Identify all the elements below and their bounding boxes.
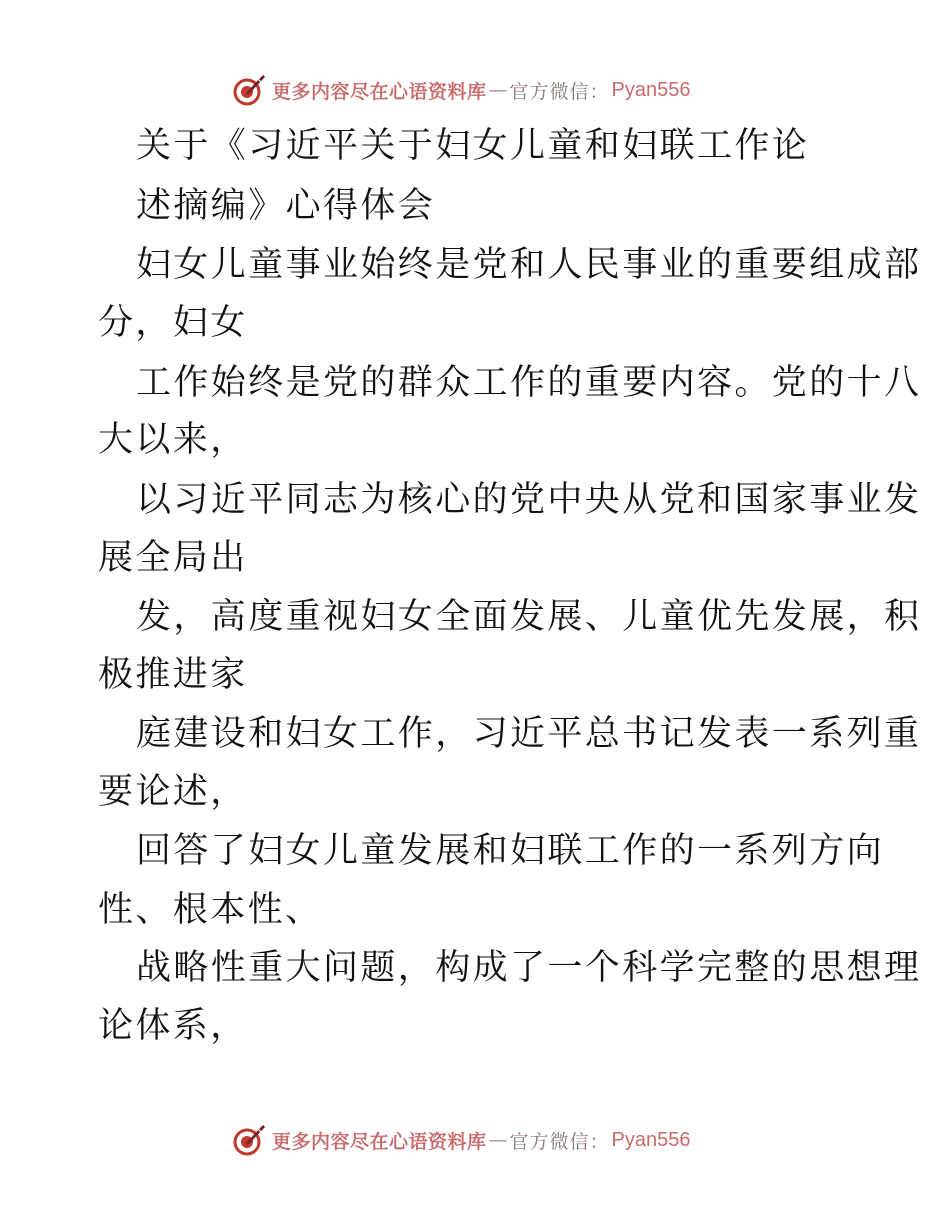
document-title-line-2: 述摘编》心得体会 (136, 186, 436, 226)
watermark-wechat-id: Pyan556 (611, 78, 691, 101)
watermark-main-text: 更多内容尽在心语资料库 (272, 1130, 487, 1153)
watermark-wechat-label: 官方微信： (509, 80, 610, 103)
body-line: 论体系， (98, 1006, 248, 1046)
body-line: 性、根本性、 (98, 890, 323, 930)
watermark-wechat-id: Pyan556 (611, 1128, 691, 1151)
quill-seal-icon (232, 73, 266, 107)
watermark-dash: — (488, 1129, 508, 1151)
watermark-dash: — (488, 79, 508, 101)
body-line: 大以来， (98, 420, 248, 460)
quill-seal-icon (232, 1123, 266, 1157)
watermark-main-text: 更多内容尽在心语资料库 (272, 80, 487, 103)
body-line: 展全局出 (98, 538, 248, 578)
body-line: 回答了妇女儿童发展和妇联工作的一系列方向 (136, 831, 885, 871)
body-line: 要论述， (98, 772, 248, 812)
footer-watermark (232, 1120, 691, 1160)
body-line: 极推进家 (98, 655, 248, 695)
body-line: 妇女儿童事业始终是党和人民事业的重要组成部 (136, 245, 922, 285)
header-watermark (232, 70, 691, 110)
body-line: 战略性重大问题，构成了一个科学完整的思想理 (136, 948, 922, 988)
body-line: 分，妇女 (98, 303, 248, 343)
document-title-line-1: 关于《习近平关于妇女儿童和妇联工作论 (136, 126, 810, 166)
body-line: 以习近平同志为核心的党中央从党和国家事业发 (136, 480, 922, 520)
watermark-wechat-label: 官方微信： (509, 1130, 610, 1153)
body-line: 工作始终是党的群众工作的重要内容。党的十八 (136, 363, 922, 403)
body-line: 发，高度重视妇女全面发展、儿童优先发展，积 (136, 597, 922, 637)
body-line: 庭建设和妇女工作，习近平总书记发表一系列重 (136, 714, 922, 754)
